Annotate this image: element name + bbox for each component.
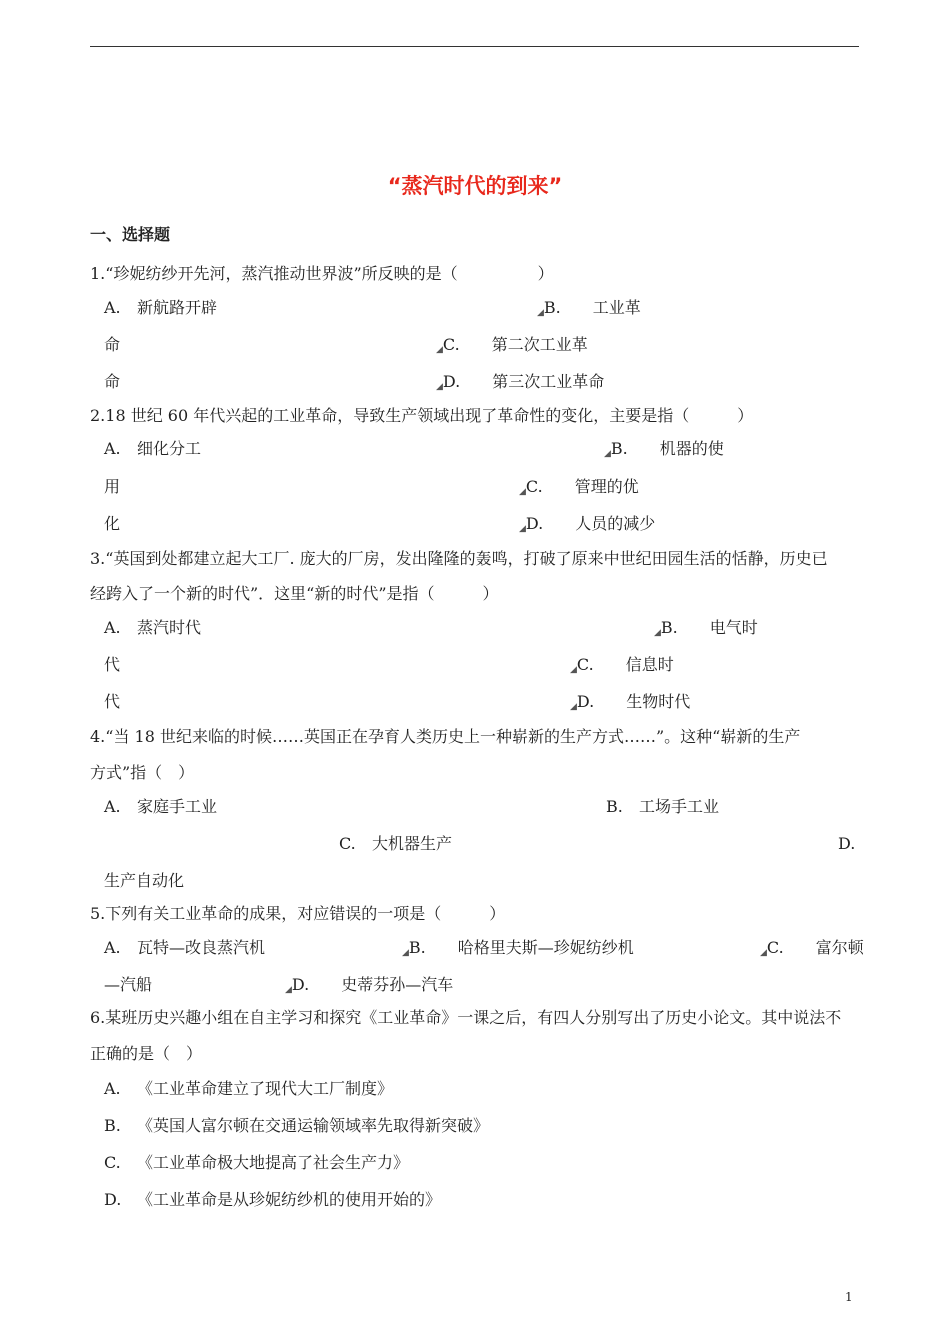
q1-option-c-cont: 命	[104, 372, 121, 391]
q3-option-b[interactable]: ◢B. 电气时	[654, 618, 758, 638]
q5-option-c[interactable]: ◢C. 富尔顿	[760, 938, 864, 958]
q6-option-b[interactable]: B. 《英国人富尔顿在交通运输领域率先取得新突破》	[104, 1116, 490, 1135]
q4-option-c[interactable]: C. 大机器生产	[339, 834, 453, 853]
question-5-stem: 5.下列有关工业革命的成果，对应错误的一项是（ ）	[90, 904, 506, 923]
q1-option-c[interactable]: ◢C. 第二次工业革	[436, 335, 588, 355]
document-title: “蒸汽时代的到来”	[387, 174, 563, 198]
question-4-stem-line2: 方式”指（ ）	[90, 763, 195, 782]
question-4-stem-line1: 4.“当 18 世纪来临的时候……英国正在孕育人类历史上一种崭新的生产方式……”。这种“崭新的生产	[90, 727, 801, 746]
question-3-stem-line2: 经跨入了一个新的时代”．这里“新的时代”是指（ ）	[90, 584, 499, 603]
q3-option-c-cont: 代	[104, 692, 121, 711]
question-3-stem-line1: 3.“英国到处都建立起大工厂. 庞大的厂房，发出隆隆的轰鸣，打破了原来中世纪田园生活的恬静，历史已	[90, 549, 828, 568]
q1-option-b[interactable]: ◢B. 工业革	[537, 298, 641, 318]
page-number: 1	[845, 1290, 853, 1304]
q4-option-d-label[interactable]: D.	[838, 834, 856, 853]
q3-option-d[interactable]: ◢D. 生物时代	[570, 692, 691, 712]
q4-option-b[interactable]: B. 工场手工业	[606, 797, 720, 816]
anchor-mark-icon: ◢	[760, 948, 767, 958]
question-2-stem: 2.18 世纪 60 年代兴起的工业革命，导致生产领域出现了革命性的变化，主要是指（ ）	[90, 406, 754, 425]
q4-option-a[interactable]: A. 家庭手工业	[104, 797, 218, 816]
q5-option-d[interactable]: ◢D. 史蒂芬孙—汽车	[285, 975, 454, 995]
q2-option-c[interactable]: ◢C. 管理的优	[519, 477, 639, 497]
q2-option-b[interactable]: ◢B. 机器的使	[604, 439, 724, 459]
q5-option-c-cont: —汽船	[104, 975, 153, 994]
anchor-mark-icon: ◢	[537, 308, 544, 318]
anchor-mark-icon: ◢	[436, 345, 443, 355]
question-6-stem-line2: 正确的是（ ）	[90, 1044, 203, 1063]
anchor-mark-icon: ◢	[402, 948, 409, 958]
section-heading: 一、选择题	[90, 225, 171, 244]
q1-option-b-cont: 命	[104, 335, 121, 354]
q1-option-d[interactable]: ◢D. 第三次工业革命	[436, 372, 605, 392]
q3-option-b-cont: 代	[104, 655, 121, 674]
q2-option-b-cont: 用	[104, 477, 121, 496]
q2-option-d[interactable]: ◢D. 人员的减少	[519, 514, 656, 534]
q4-option-d: 生产自动化	[104, 871, 185, 890]
anchor-mark-icon: ◢	[570, 665, 577, 675]
anchor-mark-icon: ◢	[570, 702, 577, 712]
anchor-mark-icon: ◢	[654, 628, 661, 638]
anchor-mark-icon: ◢	[604, 449, 611, 459]
question-1-stem: 1.“珍妮纺纱开先河，蒸汽推动世界波”所反映的是（ ）	[90, 264, 554, 283]
anchor-mark-icon: ◢	[436, 382, 443, 392]
q6-option-d[interactable]: D. 《工业革命是从珍妮纺纱机的使用开始的》	[104, 1190, 442, 1209]
q5-option-b[interactable]: ◢B. 哈格里夫斯—珍妮纺纱机	[402, 938, 634, 958]
anchor-mark-icon: ◢	[519, 524, 526, 534]
q6-option-c[interactable]: C. 《工业革命极大地提高了社会生产力》	[104, 1153, 410, 1172]
anchor-mark-icon: ◢	[519, 487, 526, 497]
q3-option-a[interactable]: A. 蒸汽时代	[104, 618, 202, 637]
q2-option-a[interactable]: A. 细化分工	[104, 439, 202, 458]
anchor-mark-icon: ◢	[285, 985, 292, 995]
q6-option-a[interactable]: A. 《工业革命建立了现代大工厂制度》	[104, 1079, 394, 1098]
q1-option-a[interactable]: A. 新航路开辟	[104, 298, 218, 317]
header-rule	[90, 46, 859, 47]
q2-option-c-cont: 化	[104, 514, 121, 533]
q5-option-a[interactable]: A. 瓦特—改良蒸汽机	[104, 938, 266, 957]
question-6-stem-line1: 6.某班历史兴趣小组在自主学习和探究《工业革命》一课之后，有四人分别写出了历史小论文。其中说法不	[90, 1008, 842, 1027]
q3-option-c[interactable]: ◢C. 信息时	[570, 655, 674, 675]
